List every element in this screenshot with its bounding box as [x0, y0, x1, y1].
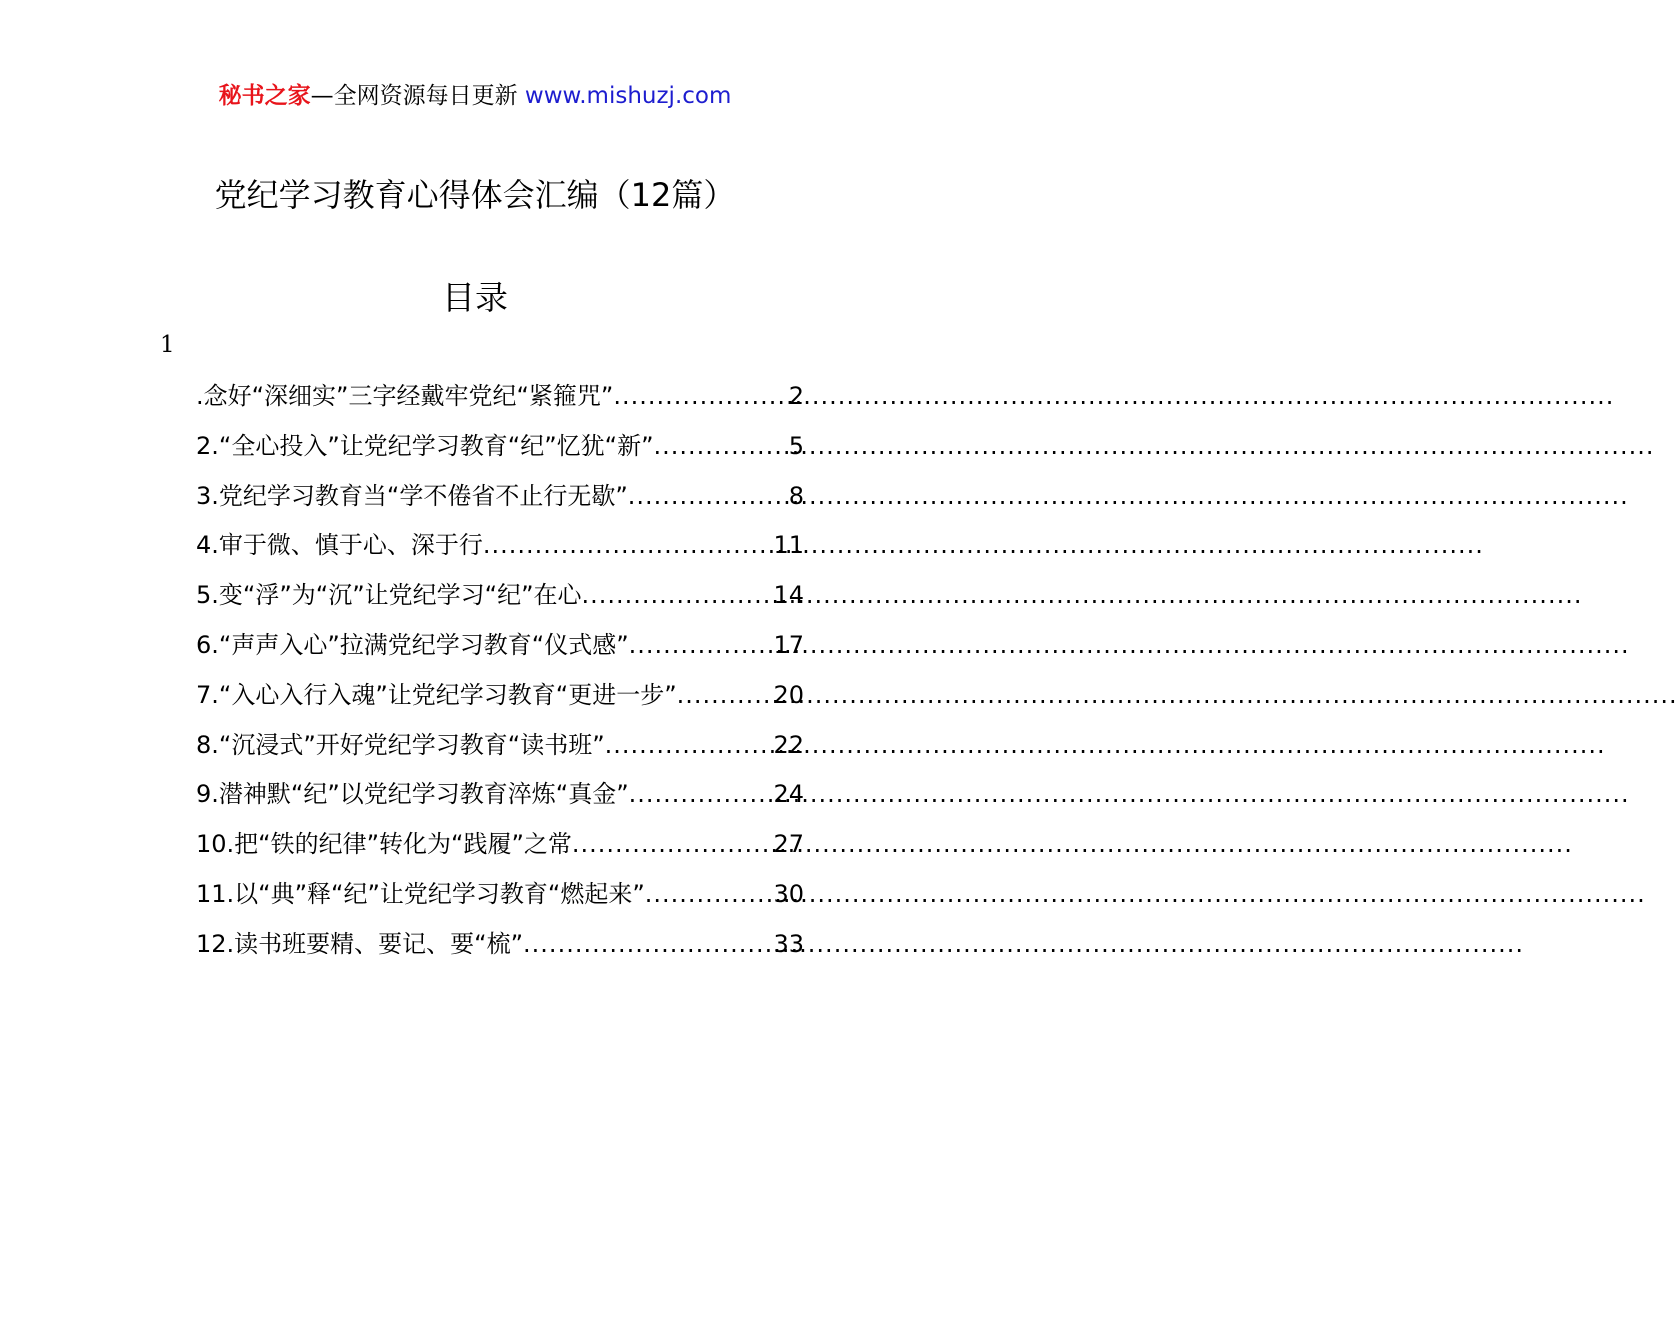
toc-heading: 目录 [442, 278, 508, 317]
site-url-link[interactable]: www.mishuzj.com [524, 83, 732, 109]
toc-dot-leader [613, 376, 788, 416]
stray-number: 1 [160, 332, 175, 358]
toc-entry-page: 2 [788, 382, 804, 410]
toc-entry-title: 4.审于微、慎于心、深于行 [196, 531, 483, 560]
toc-entry-title: 11.以“典”释“纪”让党纪学习教育“燃起来” [196, 879, 645, 908]
toc-entry[interactable] [196, 376, 804, 426]
document-title: 党纪学习教育心得体会汇编（12篇） [214, 176, 736, 214]
toc-dot-leader [629, 625, 774, 665]
toc-entry[interactable] [196, 924, 804, 974]
toc-dot-leader [645, 874, 774, 914]
toc-entry-page: 17 [773, 630, 804, 659]
toc-entry[interactable] [196, 824, 804, 874]
toc-dot-leader [654, 426, 789, 466]
toc-dot-leader [628, 476, 789, 516]
table-of-contents [196, 376, 804, 974]
toc-entry-title: .念好“深细实”三字经戴牢党纪“紧箍咒” [196, 382, 614, 410]
toc-entry-page: 14 [773, 581, 804, 610]
brand-name: 秘书之家 [218, 83, 311, 109]
header-tagline: —全网资源每日更新 [310, 83, 518, 109]
toc-entry[interactable] [196, 426, 804, 476]
toc-entry[interactable] [196, 725, 804, 775]
toc-entry-page: 33 [773, 929, 804, 958]
toc-dot-leader [629, 774, 774, 814]
toc-entry[interactable] [196, 575, 804, 625]
toc-entry-title: 2.“全心投入”让党纪学习教育“纪”忆犹“新” [196, 431, 654, 460]
toc-dot-leader [523, 924, 773, 964]
site-header [0, 80, 950, 112]
toc-entry-page: 8 [788, 481, 804, 510]
toc-dot-leader [582, 575, 774, 615]
toc-entry-page: 11 [773, 531, 804, 560]
toc-entry-title: 6.“声声入心”拉满党纪学习教育“仪式感” [196, 630, 629, 659]
toc-dot-leader [677, 675, 774, 715]
toc-entry-page: 24 [773, 780, 804, 809]
toc-entry[interactable] [196, 476, 804, 526]
toc-entry[interactable] [196, 675, 804, 725]
toc-entry-title: 9.潜神默“纪”以党纪学习教育淬炼“真金” [196, 780, 629, 809]
toc-dot-leader [483, 525, 774, 565]
toc-entry-page: 5 [788, 431, 804, 460]
toc-dot-leader [605, 725, 774, 765]
toc-entry-page: 30 [773, 879, 804, 908]
toc-entry-title: 8.“沉浸式”开好党纪学习教育“读书班” [196, 730, 605, 759]
toc-dot-leader [572, 824, 774, 864]
toc-entry-title: 3.党纪学习教育当“学不倦省不止行无歇” [196, 481, 628, 510]
toc-entry-title: 7.“入心入行入魂”让党纪学习教育“更进一步” [196, 680, 677, 709]
toc-entry-page: 22 [773, 730, 804, 759]
toc-entry-page: 20 [773, 680, 804, 709]
toc-entry-title: 12.读书班要精、要记、要“梳” [196, 929, 524, 958]
toc-entry[interactable] [196, 625, 804, 675]
toc-entry-page: 27 [773, 830, 804, 859]
toc-entry-title: 10.把“铁的纪律”转化为“践履”之常 [196, 830, 572, 859]
toc-entry[interactable] [196, 774, 804, 824]
toc-entry[interactable] [196, 525, 804, 575]
toc-entry-title: 5.变“浮”为“沉”让党纪学习“纪”在心 [196, 581, 582, 610]
toc-entry[interactable] [196, 874, 804, 924]
